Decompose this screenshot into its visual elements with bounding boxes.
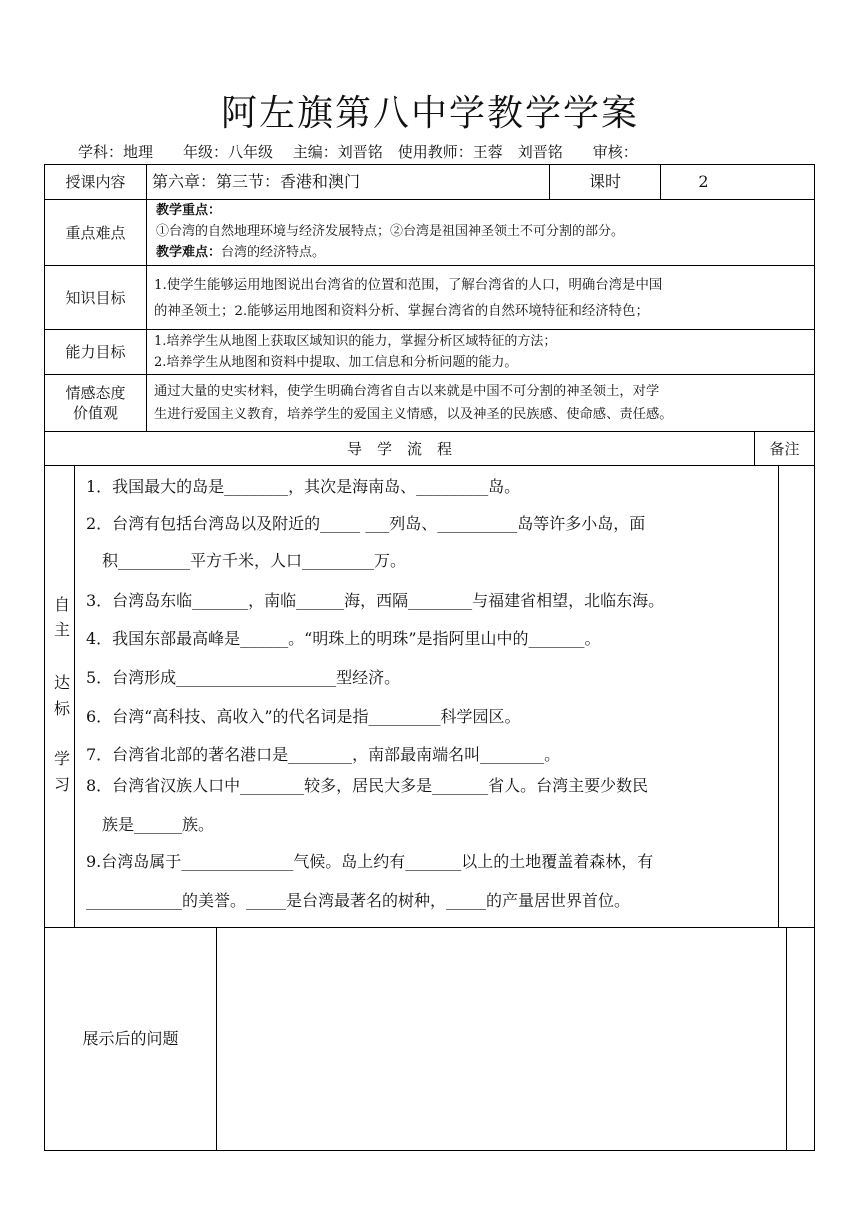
ability-goal-content xyxy=(154,331,812,373)
knowledge-goal-line1: 1.使学生能够运用地图说出台湾省的位置和范围，了解台湾省的人口，明确台湾是中国 xyxy=(154,278,663,293)
label-period: 课时 xyxy=(588,172,621,191)
side-label-char: 达 xyxy=(53,673,70,692)
question-item: ____________的美誉。_____是台湾最著名的树种，_____的产量居世界首位。 xyxy=(86,891,631,910)
question-item: 7．台湾省北部的著名港口是________，南部最南端名叫________。 xyxy=(86,745,561,764)
knowledge-goal-line2: 的神圣领土；2.能够运用地图和资料分析、掌握台湾省的自然环境特征和经济特色； xyxy=(154,304,649,319)
label-attitude-line1: 情感态度 xyxy=(65,384,126,402)
question-item: 3．台湾岛东临_______，南临______海，西隔________与福建省相望，北临东海。 xyxy=(86,591,665,610)
difficulty-title: 教学难点： xyxy=(156,245,222,260)
ability-goal-line1: 1.培养学生从地图上获取区域知识的能力，掌握分析区域特征的方法； xyxy=(154,334,557,349)
side-label-char: 主 xyxy=(53,620,70,639)
label-ability-goal: 能力目标 xyxy=(65,343,126,361)
period-value: 2 xyxy=(698,172,709,191)
side-label-char: 习 xyxy=(53,775,70,794)
lesson-content-value: 第六章：第三节：香港和澳门 xyxy=(152,172,361,191)
side-label-char: 标 xyxy=(53,699,70,718)
label-lesson-content: 授课内容 xyxy=(65,173,126,191)
header-meta: 学科：地理 年级：八年级 主编：刘晋铭 使用教师：王蓉 刘晋铭 审核： xyxy=(78,143,638,161)
label-knowledge-goal: 知识目标 xyxy=(65,288,126,307)
side-label-char: 学 xyxy=(53,749,70,768)
ability-goal-line2: 2.培养学生从地图和资料中提取、加工信息和分析问题的能力。 xyxy=(154,355,518,370)
question-item: 1．我国最大的岛是________，其次是海南岛、_________岛。 xyxy=(86,477,521,496)
notes-heading: 备注 xyxy=(769,439,800,458)
notes-column-area[interactable] xyxy=(787,928,814,1150)
attitude-content xyxy=(154,380,814,426)
page-title: 阿左旗第八中学教学学案 xyxy=(220,93,639,134)
section-heading: 导 学 流 程 xyxy=(346,439,452,458)
label-key-points: 重点难点 xyxy=(65,223,126,242)
attitude-line1: 通过大量的史实材料，使学生明确台湾省自古以来就是中国不可分割的神圣领土，对学 xyxy=(154,384,660,399)
question-item: 8．台湾省汉族人口中________较多，居民大多是_______省人。台湾主要少数民 xyxy=(86,776,649,795)
difficulty-text: 台湾的经济特点。 xyxy=(221,245,326,260)
question-item: 族是______族。 xyxy=(102,815,215,834)
post-display-questions-area[interactable] xyxy=(217,928,786,1150)
key-points-content xyxy=(156,200,811,263)
question-item: 6．台湾“高科技、高收入”的代名词是指_________科学园区。 xyxy=(86,707,521,726)
knowledge-goal-content xyxy=(154,273,812,325)
attitude-line2: 生进行爱国主义教育，培养学生的爱国主义情感，以及神圣的民族感、使命感、责任感。 xyxy=(154,407,673,422)
question-item: 4．我国东部最高峰是______。“明珠上的明珠”是指阿里山中的_______。 xyxy=(86,629,601,648)
focus-text: ①台湾的自然地理环境与经济发展特点；②台湾是祖国神圣领土不可分割的部分。 xyxy=(156,224,625,239)
question-item: 2．台湾有包括台湾岛以及附近的_____ ___列岛、__________岛等许多小岛，面 xyxy=(86,514,646,533)
question-item: 5．台湾形成____________________型经济。 xyxy=(86,668,401,687)
label-attitude-line2: 价值观 xyxy=(72,404,118,422)
label-post-display-questions: 展示后的问题 xyxy=(82,1029,179,1048)
question-item: 积_________平方千米，人口_________万。 xyxy=(102,551,407,570)
side-label-char: 自 xyxy=(53,595,70,614)
label-attitude xyxy=(45,375,146,431)
question-item: 9.台湾岛属于______________气候。岛上约有_______以上的土地覆盖着森林，有 xyxy=(86,852,654,871)
focus-title: 教学重点： xyxy=(156,203,222,218)
